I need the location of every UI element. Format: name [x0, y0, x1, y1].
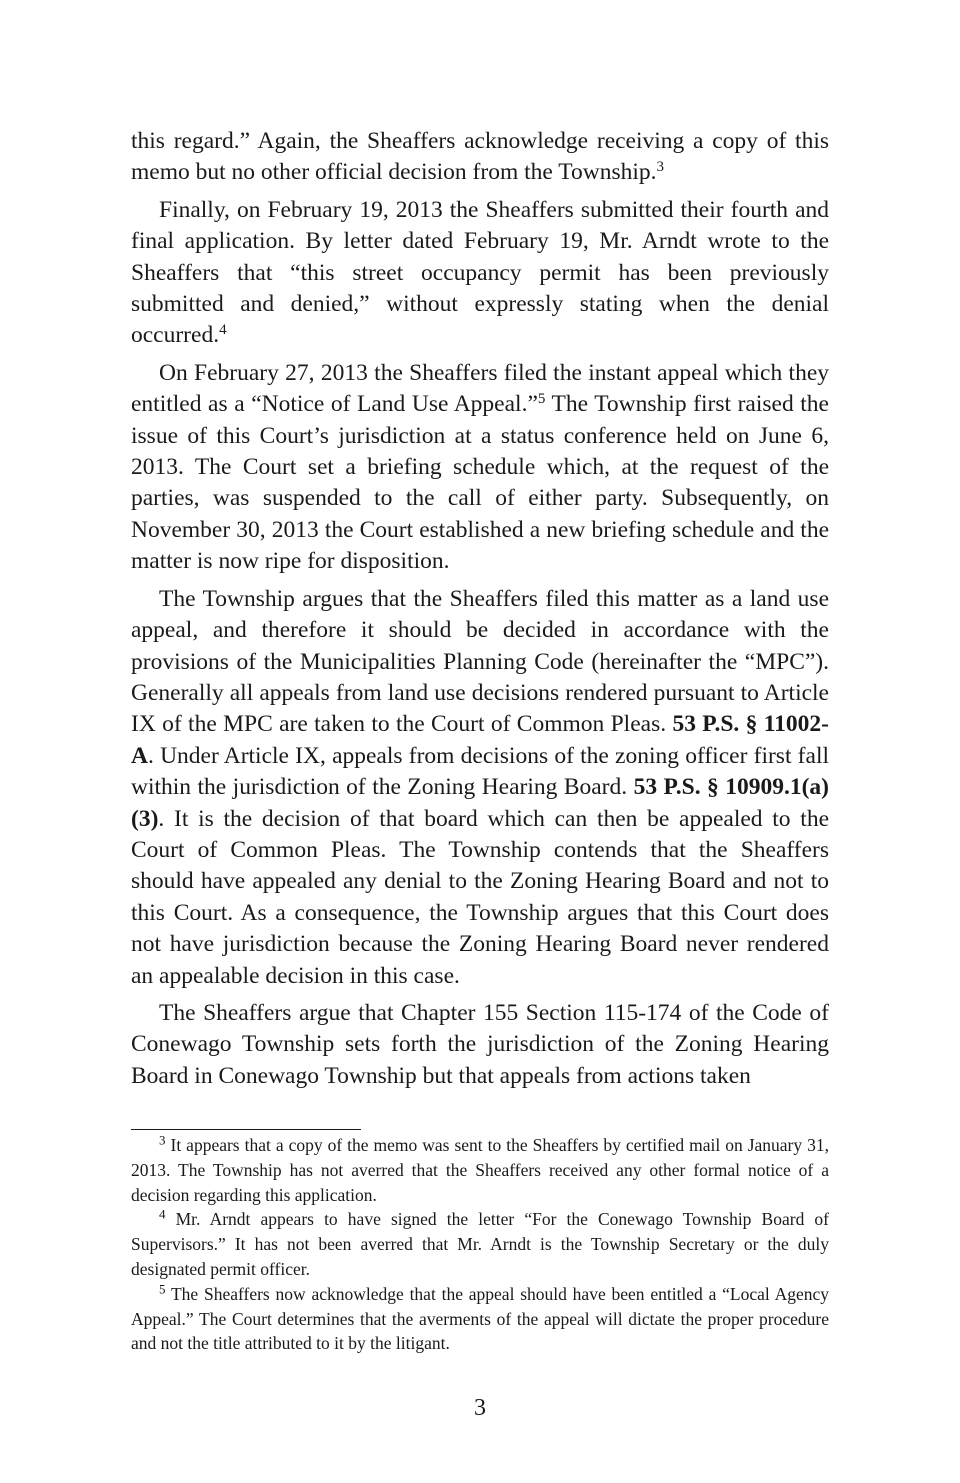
footnote-3 [131, 1133, 829, 1207]
paragraph-text: this regard.” Again, the Sheaffers acknowledge receiving a copy of this memo but no other official decision from the Township. [131, 128, 829, 186]
footnote-text: It appears that a copy of the memo was sent to the Sheaffers by certified mail on January 31, 2013. The Township has not averred that the Sheaffers received any other formal notice of a decision regarding this application. [131, 1135, 830, 1205]
body-text [131, 126, 829, 1092]
footnote-number: 4 [159, 1206, 166, 1222]
paragraph-text-continued: . It is the decision of that board which can then be appealed to the Court of Common Pleas. The Township contends that the Sheaffers should have appealed any denial to the Zoning Hearing Board and not to this Court. As a consequence, the Township argues that this Court does not have jurisdiction because the Zoning Hearing Board never rendered an appealable decision in this case. [131, 805, 829, 989]
page-number: 3 [474, 1395, 486, 1421]
paragraph-4 [131, 584, 829, 992]
paragraph-text: The Township argues that the Sheaffers filed this matter as a land use appeal, and therefore it should be decided in accordance with the provisions of the Municipalities Planning Code (hereinafter the “MPC”). Generally all appeals from land use decisions rendered pursuant to Article IX of the MPC are taken to the Court of Common Pleas. [131, 585, 829, 738]
footnote-text: The Sheaffers now acknowledge that the appeal should have been entitled a “Local Agency Appeal.” The Court determines that the averments of the appeal will dictate the proper procedure and not the title attributed to it by the litigant. [131, 1283, 830, 1354]
paragraph-text: On February 27, 2013 the Sheaffers filed the instant appeal which they entitled as a “Notice of Land Use Appeal.” [131, 359, 829, 418]
paragraph-1 [131, 126, 829, 189]
footnote-ref-4: 4 [219, 322, 227, 339]
footnotes [131, 1133, 829, 1356]
footnote-ref-3: 3 [656, 159, 664, 176]
footnote-4 [131, 1207, 829, 1281]
footnote-ref-5: 5 [537, 391, 546, 407]
footnote-divider [131, 1129, 361, 1130]
footnote-number: 3 [159, 1132, 166, 1148]
paragraph-2 [131, 195, 829, 352]
paragraph-3 [131, 358, 829, 578]
footnote-5 [131, 1282, 829, 1356]
footnote-number: 5 [159, 1281, 166, 1297]
paragraph-text: Finally, on February 19, 2013 the Sheaffers submitted their fourth and final application. By letter dated February 19, Mr. Arndt wrote to the Sheaffers that “this street occupancy permit has been previously submitted and denied,” without expressly stating when the denial occurred. [131, 196, 829, 349]
footnote-text: Mr. Arndt appears to have signed the letter “For the Conewago Township Board of Supervisors.” It has not been averred that Mr. Arndt is the Township Secretary or the duly designated permit officer. [131, 1209, 830, 1279]
paragraph-5 [131, 998, 829, 1092]
paragraph-text-continued: The Township first raised the issue of this Court’s jurisdiction at a status conference held on June 6, 2013. The Court set a briefing schedule which, at the request of the parties, was suspended to the call of either party. Subsequently, on November 30, 2013 the Court established a new briefing schedule and the matter is now ripe for disposition. [131, 391, 829, 575]
paragraph-text: The Sheaffers argue that Chapter 155 Section 115-174 of the Code of Conewago Township sets forth the jurisdiction of the Zoning Hearing Board in Conewago Township but that appeals from actions taken [131, 999, 829, 1089]
statute-citation: 53 P.S. § 11002-A [131, 711, 830, 769]
statute-citation: 53 P.S. § 10909.1(a)(3) [131, 774, 829, 832]
paragraph-text-continued: . Under Article IX, appeals from decisions of the zoning officer first fall within the jurisdiction of the Zoning Hearing Board. [131, 742, 829, 801]
